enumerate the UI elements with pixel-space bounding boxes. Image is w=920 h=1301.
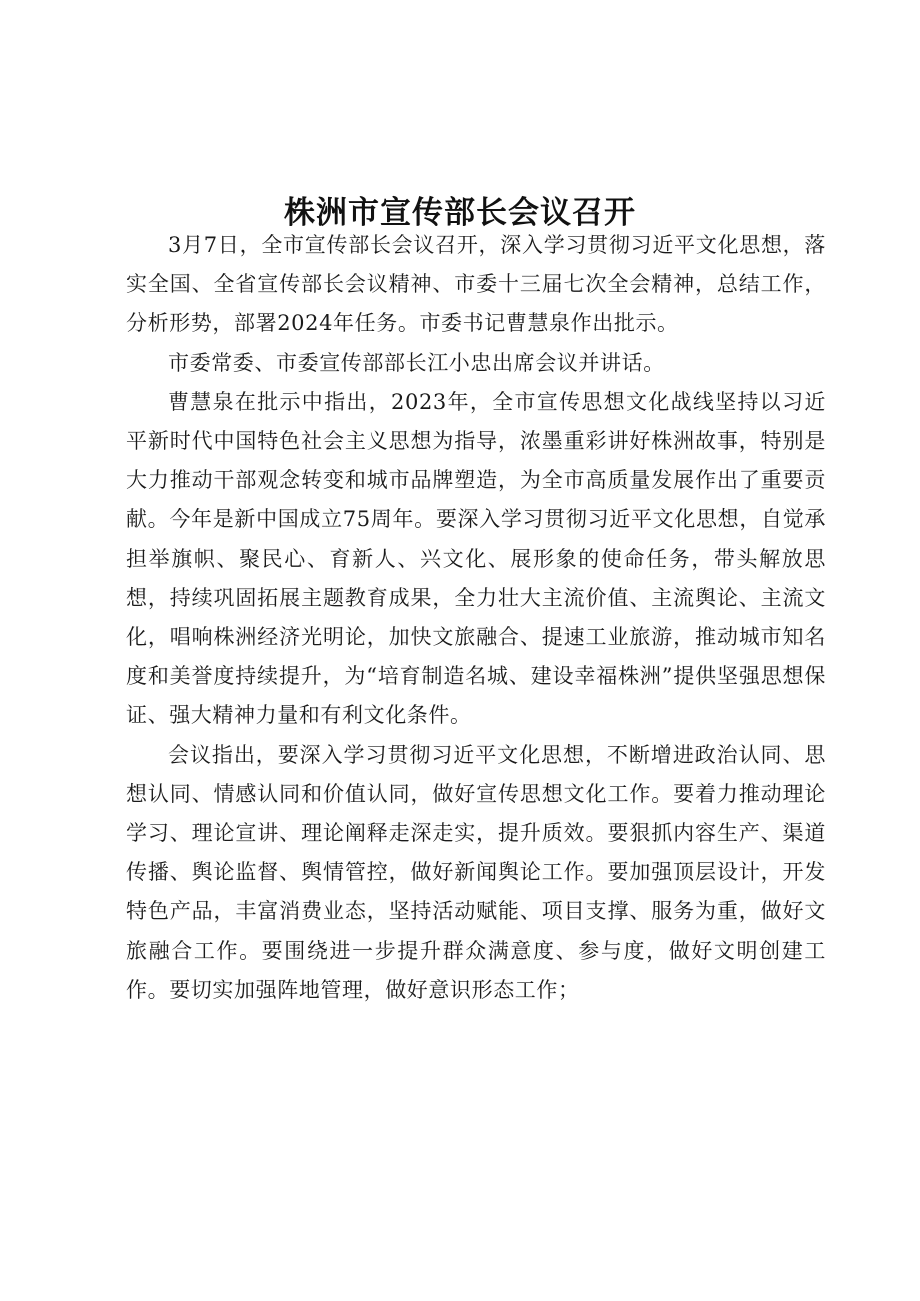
paragraph-3: 曹慧泉在批示中指出，2023年，全市宣传思想文化战线坚持以习近平新时代中国特色社会主义思想为指导，浓墨重彩讲好株洲故事，特别是大力推动干部观念转变和城市品牌塑造，为全市高质量发展作出了重要贡献。今年是新中国成立75周年。要深入学习贯彻习近平文化思想，自觉承担举旗帜、聚民心、育新人、兴文化、展形象的使命任务，带头解放思想，持续巩固拓展主题教育成果，全力壮大主流价值、主流舆论、主流文化，唱响株洲经济光明论，加快文旅融合、提速工业旅游，推动城市知名度和美誉度持续提升，为“培育制造名城、建设幸福株洲”提供坚强思想保证、强大精神力量和有利文化条件。 (126, 389, 826, 728)
paragraph-2: 市委常委、市委宣传部部长江小忠出席会议并讲话。 (168, 350, 665, 375)
document-body (126, 226, 826, 1010)
paragraph-4: 会议指出，要深入学习贯彻习近平文化思想，不断增进政治认同、思想认同、情感认同和价值认同，做好宣传思想文化工作。要着力推动理论学习、理论宣讲、理论阐释走深走实，提升质效。要狠抓内容生产、渠道传播、舆论监督、舆情管控，做好新闻舆论工作。要加强顶层设计，开发特色产品，丰富消费业态，坚持活动赋能、项目支撑、服务为重，做好文旅融合工作。要围绕进一步提升群众满意度、参与度，做好文明创建工作。要切实加强阵地管理，做好意识形态工作； (126, 742, 826, 1002)
paragraph-1: 3月7日，全市宣传部长会议召开，深入学习贯彻习近平文化思想，落实全国、全省宣传部长会议精神、市委十三届七次全会精神，总结工作，分析形势，部署2024年任务。市委书记曹慧泉作出批示。 (126, 233, 826, 336)
document-title: 株洲市宣传部长会议召开 (284, 194, 636, 231)
